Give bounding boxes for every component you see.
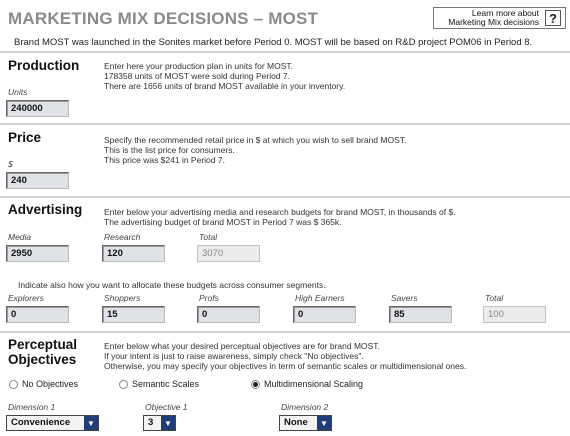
dimension2-select[interactable] xyxy=(279,415,332,431)
radio-semantic-scales[interactable] xyxy=(119,379,199,389)
radio-button-icon[interactable] xyxy=(119,380,128,389)
price-desc-line: Specify the recommended retail price in $ at which you wish to sell brand MOST. xyxy=(104,135,407,145)
segment-label-shoppers: Shoppers xyxy=(104,293,141,303)
dimension2-label: Dimension 2 xyxy=(281,402,329,412)
advertising-desc-line: The advertising budget of brand MOST in Period 7 was $ 365k. xyxy=(104,217,342,227)
production-desc-line: 178358 units of MOST were sold during Period 7. xyxy=(104,71,291,81)
production-title: Production xyxy=(8,58,80,73)
price-desc-line: This is the list price for consumers. xyxy=(104,145,235,155)
price-unit-label: $ xyxy=(8,159,13,169)
perceptual-description xyxy=(104,341,466,371)
radio-label: Multidimensional Scaling xyxy=(264,379,364,389)
dimension1-select[interactable] xyxy=(6,415,99,431)
perceptual-desc-line: Enter below what your desired perceptual objectives are for brand MOST. xyxy=(104,341,380,351)
segment-label-savers: Savers xyxy=(391,293,418,303)
divider xyxy=(0,331,570,333)
segment-label-high-earners: High Earners xyxy=(295,293,345,303)
dimension1-value: Convenience xyxy=(7,416,84,430)
dimension2-value: None xyxy=(280,416,317,430)
dimension1-label: Dimension 1 xyxy=(8,402,56,412)
dropdown-arrow-icon[interactable]: ▼ xyxy=(84,416,98,430)
question-mark-icon: ? xyxy=(545,10,561,26)
research-label: Research xyxy=(104,232,141,242)
perceptual-title-line1: Perceptual xyxy=(8,337,78,352)
page-title: MARKETING MIX DECISIONS – MOST xyxy=(8,9,319,28)
production-desc-line: There are 1656 units of brand MOST available in your inventory. xyxy=(104,81,346,91)
perceptual-objectives-title xyxy=(8,337,77,367)
perceptual-desc-line: If your intent is just to raise awareness, simply check "No objectives". xyxy=(104,351,364,361)
objective1-select[interactable] xyxy=(143,415,176,431)
divider xyxy=(0,51,570,53)
price-input[interactable]: 240 xyxy=(6,172,69,189)
radio-no-objectives[interactable] xyxy=(9,379,78,389)
media-label: Media xyxy=(8,232,32,242)
dropdown-arrow-icon[interactable]: ▼ xyxy=(161,416,175,430)
perceptual-title-line2: Objectives xyxy=(8,352,77,367)
radio-button-icon[interactable] xyxy=(9,380,18,389)
segment-total-label: Total xyxy=(485,293,504,303)
advertising-title: Advertising xyxy=(8,202,83,217)
divider xyxy=(0,123,570,125)
radio-button-selected-icon[interactable] xyxy=(251,380,260,389)
radio-multidimensional-scaling[interactable] xyxy=(251,379,363,389)
radio-label: No Objectives xyxy=(22,379,79,389)
price-description xyxy=(104,135,406,165)
dropdown-arrow-icon[interactable]: ▼ xyxy=(317,416,331,430)
segment-input-explorers[interactable]: 0 xyxy=(6,306,69,323)
advertising-total-field: 3070 xyxy=(197,245,260,262)
segment-label-profs: Profs xyxy=(199,293,219,303)
segments-description: Indicate also how you want to allocate these budgets across consumer segments. xyxy=(18,280,326,290)
help-button[interactable] xyxy=(433,7,566,29)
production-units-label: Units xyxy=(8,87,28,97)
production-units-input[interactable]: 240000 xyxy=(6,100,69,117)
total-label: Total xyxy=(199,232,218,242)
segment-input-profs[interactable]: 0 xyxy=(197,306,260,323)
help-text xyxy=(448,9,539,27)
objective1-label: Objective 1 xyxy=(145,402,188,412)
objective1-value: 3 xyxy=(144,416,161,430)
advertising-desc-line: Enter below your advertising media and research budgets for brand MOST, in thousands of $. xyxy=(104,207,456,217)
price-desc-line: This price was $241 in Period 7. xyxy=(104,155,225,165)
production-desc-line: Enter here your production plan in units for MOST. xyxy=(104,61,293,71)
production-description xyxy=(104,61,345,91)
help-text-line2: Marketing Mix decisions xyxy=(448,17,539,27)
radio-label: Semantic Scales xyxy=(132,379,200,389)
research-input[interactable]: 120 xyxy=(102,245,165,262)
perceptual-desc-line: Otherwise, you may specify your objectives in term of semantic scales or multidimensional ones. xyxy=(104,361,467,371)
media-input[interactable]: 2950 xyxy=(6,245,69,262)
divider xyxy=(0,196,570,198)
price-title: Price xyxy=(8,130,42,145)
segment-input-shoppers[interactable]: 15 xyxy=(102,306,165,323)
segment-total-field: 100 xyxy=(483,306,546,323)
help-text-line1: Learn more about xyxy=(471,8,539,18)
intro-text: Brand MOST was launched in the Sonites market before Period 0. MOST will be based on R&D project POM06 in Period 8. xyxy=(14,37,533,48)
segment-input-high-earners[interactable]: 0 xyxy=(293,306,356,323)
segment-input-savers[interactable]: 85 xyxy=(389,306,452,323)
advertising-description xyxy=(104,207,456,227)
segment-label-explorers: Explorers xyxy=(8,293,44,303)
